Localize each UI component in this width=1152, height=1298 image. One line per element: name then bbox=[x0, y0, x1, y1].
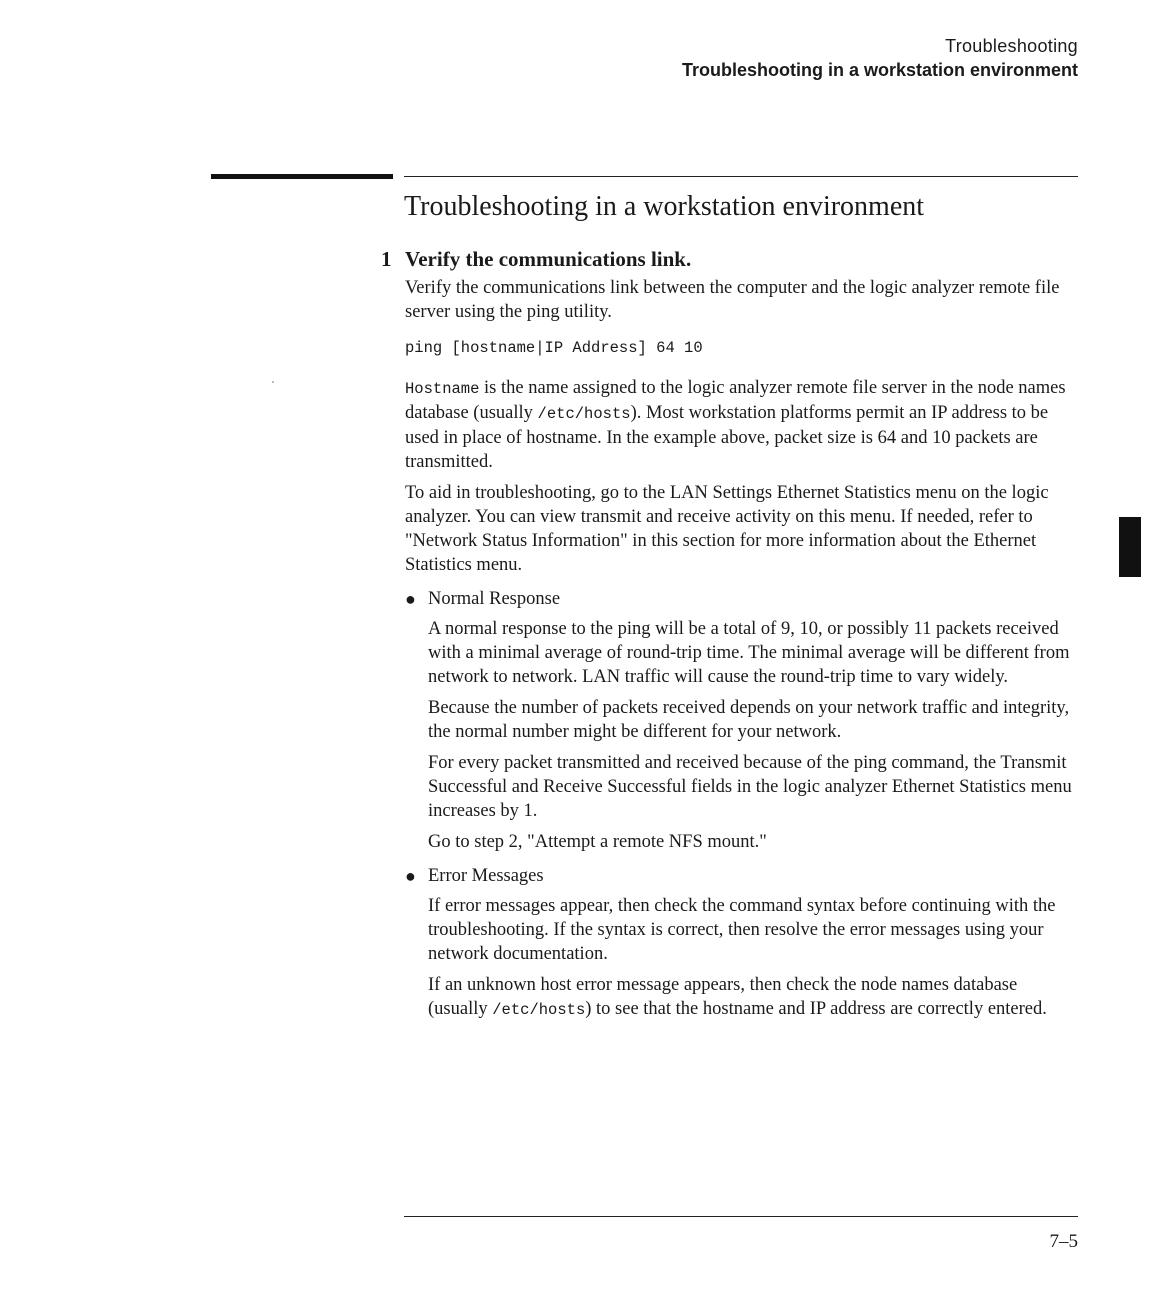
running-head bbox=[682, 34, 1078, 82]
body-text bbox=[405, 276, 1078, 1029]
section-rule-thin bbox=[404, 176, 1078, 177]
error-text-a: If an unknown host error message appears, then check the node names database (usually bbox=[428, 975, 1018, 1019]
page-number: 7–5 bbox=[1049, 1231, 1078, 1252]
section-rule-thick bbox=[211, 174, 393, 179]
error-paragraph-1: If error messages appear, then check the command syntax before continuing with the troubleshooting. If the syntax is correct, then resolve the error messages using your network documentation. bbox=[428, 896, 1056, 964]
scan-speck bbox=[272, 381, 274, 383]
footer-rule bbox=[404, 1216, 1078, 1217]
normal-response-content bbox=[405, 617, 1078, 854]
page-title: Troubleshooting in a workstation environment bbox=[404, 191, 925, 222]
intro-paragraph: Verify the communications link between the computer and the logic analyzer remote file server using the ping utility. bbox=[405, 278, 1060, 322]
bullet-label: Normal Response bbox=[428, 589, 561, 609]
step-heading: Verify the communications link. bbox=[405, 247, 692, 271]
ping-command: ping [hostname|IP Address] 64 10 bbox=[405, 339, 703, 357]
hostname-term: Hostname bbox=[405, 380, 480, 398]
running-head-chapter: Troubleshooting bbox=[945, 36, 1078, 56]
chapter-thumb-tab bbox=[1119, 517, 1141, 577]
bullet-label: Error Messages bbox=[428, 866, 544, 886]
normal-paragraph-1: A normal response to the ping will be a total of 9, 10, or possibly 11 packets received with a minimal average of round-trip time. The minimal average will be different from network to network. LAN traffic will cause the round-trip time to vary widely. bbox=[428, 619, 1070, 687]
running-head-section: Troubleshooting in a workstation environment bbox=[681, 60, 1078, 80]
bullet-dot-icon: ● bbox=[405, 866, 416, 886]
hostname-text-1: is the name assigned to the logic analyzer remote file server in the node names database (usually bbox=[405, 378, 1066, 423]
normal-paragraph-2: Because the number of packets received depends on your network traffic and integrity, the normal number might be different for your network. bbox=[428, 698, 1070, 742]
hosts-path: /etc/hosts bbox=[537, 405, 631, 423]
bullet-error-messages bbox=[405, 864, 1078, 888]
hosts-path: /etc/hosts bbox=[492, 1001, 586, 1019]
error-paragraph-2 bbox=[428, 973, 1078, 1022]
error-text-b: ) to see that the hostname and IP address are correctly entered. bbox=[585, 999, 1047, 1019]
step-number: 1 bbox=[381, 247, 392, 271]
hostname-paragraph bbox=[405, 376, 1078, 474]
lan-settings-paragraph: To aid in troubleshooting, go to the LAN Settings Ethernet Statistics menu on the logic analyzer. You can view transmit and receive activity on this menu. If needed, refer to "Network Status Information" in this section for more information about the Ethernet Statistics menu. bbox=[405, 483, 1049, 575]
hostname-text-2: ). Most workstation platforms permit an IP address to be used in place of hostname. In the example above, packet size is 64 and 10 packets are transmitted. bbox=[405, 403, 1049, 472]
normal-paragraph-3: For every packet transmitted and received because of the ping command, the Transmit Successful and Receive Successful fields in the logic analyzer Ethernet Statistics menu increases by 1. bbox=[428, 753, 1072, 821]
bullet-normal-response bbox=[405, 587, 1078, 611]
normal-paragraph-4: Go to step 2, "Attempt a remote NFS mount." bbox=[428, 832, 767, 852]
bullet-dot-icon: ● bbox=[405, 589, 416, 609]
error-messages-content bbox=[405, 894, 1078, 1022]
